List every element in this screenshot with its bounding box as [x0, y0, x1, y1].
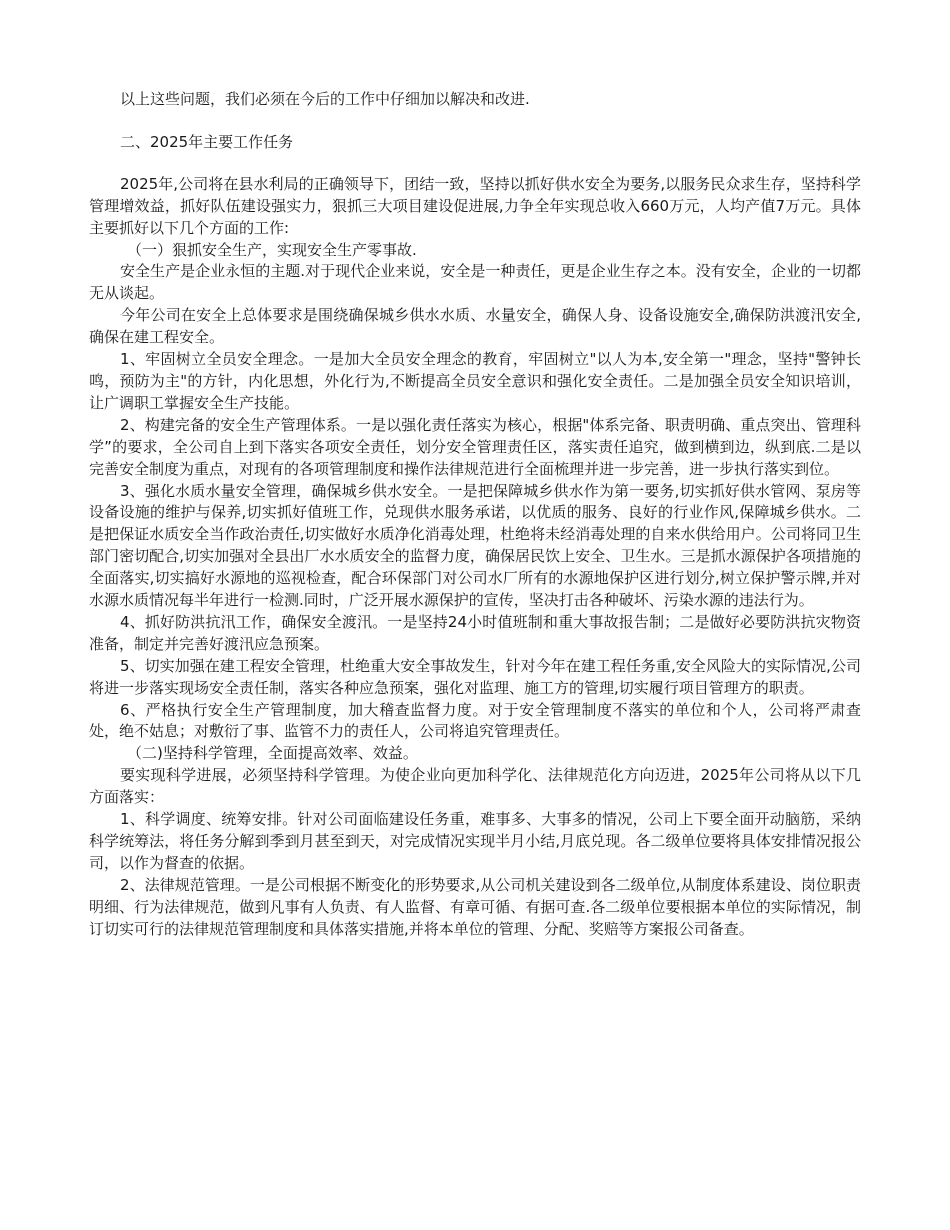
management-item-1: 1、科学调度、统筹安排。针对公司面临建设任务重，难事多、大事多的情况，公司上下要全面开动脑筋，采纳科学统筹法，将任务分解到季到月甚至到天，对完成情况实现半月小结,月底兑现。各二级单位要将具体安排情况报公司，以作为督查的依据。 [89, 810, 861, 872]
safety-paragraph-2: 今年公司在安全上总体要求是围绕确保城乡供水水质、水量安全，确保人身、设备设施安全,确保防洪渡汛安全,确保在建工程安全。 [89, 306, 861, 347]
safety-paragraph-1: 安全生产是企业永恒的主题.对于现代企业来说，安全是一种责任，更是企业生存之本。没有安全，企业的一切都无从谈起。 [89, 262, 861, 303]
document-body [89, 89, 861, 941]
closing-paragraph: 以上这些问题，我们必须在今后的工作中仔细加以解决和改进. [120, 90, 530, 108]
safety-item-3: 3、强化水质水量安全管理，确保城乡供水安全。一是把保障城乡供水作为第一要务,切实抓好供水管网、泵房等设备设施的维护与保养,切实抓好值班工作，兑现供水服务承诺，以优质的服务、良好的行业作风,保障城乡供水。二是把保证水质安全当作政治责任,切实做好水质净化消毒处理，杜绝将未经消毒处理的自来水供给用户。公司将同卫生部门密切配合,切实加强对全县出厂水水质安全的监督力度，确保居民饮上安全、卫生水。三是抓水源保护各项措施的全面落实,切实搞好水源地的巡视检查，配合环保部门对公司水厂所有的水源地保护区进行划分,树立保护警示牌,并对水源水质情况每半年进行一检测.同时，广泛开展水源保护的宣传，坚决打击各种破坏、污染水源的违法行为。 [89, 481, 861, 610]
management-paragraph: 要实现科学进展，必须坚持科学管理。为使企业向更加科学化、法律规范化方向迈进，2025年公司将从以下几方面落实： [89, 766, 861, 807]
intro-paragraph: 2025年,公司将在县水利局的正确领导下，团结一致，坚持以抓好供水安全为要务,以服务民众求生存，坚持科学管理增效益，抓好队伍建设强实力，狠抓三大项目建设促进展,力争全年实现总收入660万元，人均产值7万元。具体主要抓好以下几个方面的工作: [89, 174, 861, 237]
safety-item-4: 4、抓好防洪抗汛工作，确保安全渡汛。一是坚持24小时值班制和重大事故报告制；二是做好必要防洪抗灾物资准备，制定并完善好渡汛应急预案。 [89, 612, 861, 653]
safety-item-2: 2、构建完备的安全生产管理体系。一是以强化责任落实为核心，根据"体系完备、职责明确、重点突出、管理科学”的要求，全公司自上到下落实各项安全责任，划分安全管理责任区，落实责任追究，做到横到边，纵到底.二是以完善安全制度为重点，对现有的各项管理制度和操作法律规范进行全面梳理并进一步完善，进一步执行落实到位。 [89, 415, 861, 478]
safety-item-1: 1、牢固树立全员安全理念。一是加大全员安全理念的教育，牢固树立"以人为本,安全第一"理念，坚持"警钟长鸣，预防为主"的方针，内化思想，外化行为,不断提高全员安全意识和强化安全责任。二是加强全员安全知识培训，让广调职工掌握安全生产技能。 [89, 350, 861, 412]
safety-item-6: 6、严格执行安全生产管理制度，加大稽查监督力度。对于安全管理制度不落实的单位和个人，公司将严肃查处，绝不姑息；对敷衍了事、监管不力的责任人，公司将追究管理责任。 [89, 700, 861, 741]
subsection-heading-safety: （一）狠抓安全生产，实现安全生产零事故. [127, 240, 417, 259]
subsection-heading-management: （二)坚持科学管理，全面提高效率、效益。 [127, 744, 418, 763]
safety-item-5: 5、切实加强在建工程安全管理，杜绝重大安全事故发生，针对今年在建工程任务重,安全风险大的实际情况,公司将进一步落实现场安全责任制，落实各种应急预案，强化对监理、施工方的管理,切实履行项目管理方的职责。 [89, 656, 861, 697]
section-heading: 二、2025年主要工作任务 [120, 132, 294, 151]
management-item-2: 2、法律规范管理。一是公司根据不断变化的形势要求,从公司机关建设到各二级单位,从制度体系建设、岗位职责明细、行为法律规范，做到凡事有人负责、有人监督、有章可循、有据可查.各二级单位要根据本单位的实际情况，制订切实可行的法律规范管理制度和具体落实措施,并将本单位的管理、分配、奖赔等方案报公司备查。 [89, 875, 861, 938]
